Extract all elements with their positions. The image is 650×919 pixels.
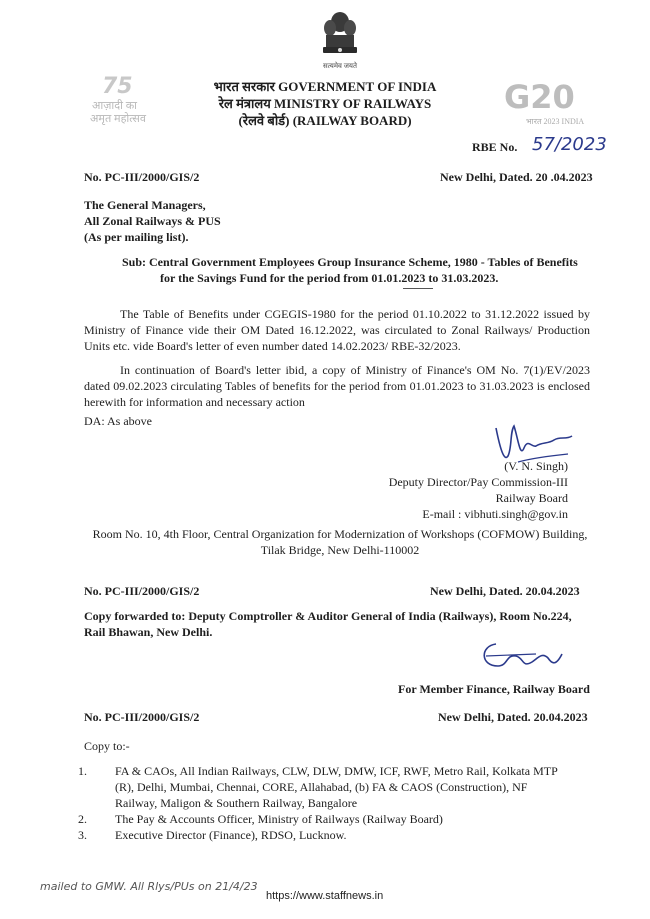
list-item-text: Executive Director (Finance), RDSO, Lucknow.: [115, 828, 347, 842]
azadi-logo-line2: अमृत महोत्सव: [90, 113, 146, 125]
office-address-line2: Tilak Bridge, New Delhi-110002: [260, 543, 420, 557]
list-item: [78, 763, 568, 811]
copy2-file-number: No. PC-III/2000/GIS/2: [84, 710, 200, 724]
list-item-number: 3.: [78, 828, 87, 842]
subject: [122, 254, 592, 286]
g20-logo-sub: भारत 2023 INDIA: [526, 117, 585, 126]
emblem-caption: सत्यमेव जयते: [323, 62, 357, 70]
copy-forwarded-line2: Rail Bhawan, New Delhi.: [84, 625, 213, 639]
copy1-file-number: No. PC-III/2000/GIS/2: [84, 584, 200, 598]
website-link[interactable]: https://www.staffnews.in: [266, 890, 384, 902]
govt-name: GOVERNMENT OF INDIA: [278, 79, 437, 94]
enclosure-note: DA: As above: [84, 414, 152, 428]
signature-member-finance: [476, 636, 576, 676]
azadi-logo-line1: आज़ादी का: [92, 100, 137, 112]
list-item-text: FA & CAOs, All Indian Railways, CLW, DLW, DMW, ICF, RWF, Metro Rail, Kolkata MTP (R), Delhi, Mumbai, Chennai, CORE, Allahabad, (b) FA & CAOS (Construction), NF Railway, Maligon & Southern Railway, Bangalore: [115, 764, 558, 810]
subject-underline: [403, 288, 433, 289]
hindi-board: (रेलवे बोर्ड): [238, 113, 290, 128]
body-paragraph-2: In continuation of Board's letter ibid, a copy of Ministry of Finance's OM No. 7(1)/EV/2023 dated 09.02.2023 circulating Tables of benefits for the period from 01.01.2023 to 31.03.2023 is enclosed herewith for information and necessary action: [84, 363, 590, 409]
list-item-text: The Pay & Accounts Officer, Ministry of Railways (Railway Board): [115, 812, 443, 826]
signatory-name: (V. N. Singh): [504, 459, 568, 473]
copy-forwarded-line1: Copy forwarded to: Deputy Comptroller & Auditor General of India (Railways), Room No.224,: [84, 609, 572, 623]
addressee: [84, 197, 221, 245]
list-item-number: 2.: [78, 812, 87, 826]
handwritten-mailing-note: mailed to GMW. All Rlys/PUs on 21/4/23: [40, 880, 258, 893]
body-paragraph-1: The Table of Benefits under CGEGIS-1980 for the period 01.10.2022 to 31.12.2022 issued by Ministry of Finance vide their OM Dated 16.12.2022, was circulated to Zonal Railways/ Production Units etc. vide Board's letter of even number dated 14.02.2023/ RBE-32/2023.: [84, 307, 590, 353]
g20-logo: [502, 78, 585, 128]
letterhead-board-line: [200, 112, 450, 129]
office-address: [80, 526, 600, 558]
addressee-line2: All Zonal Railways & PUS: [84, 214, 221, 228]
file-number: No. PC-III/2000/GIS/2: [84, 170, 200, 184]
letterhead: [200, 78, 450, 129]
copy1-date: New Delhi, Dated. 20.04.2023: [430, 584, 580, 598]
azadi-logo: [84, 74, 174, 124]
signatory-email: E-mail : vibhuti.singh@gov.in: [422, 507, 568, 521]
letterhead-govt-line: [200, 78, 450, 95]
rbe-label: RBE No.: [472, 140, 518, 154]
list-item: [78, 827, 568, 843]
list-item-number: 1.: [78, 764, 87, 778]
board-name: (RAILWAY BOARD): [292, 113, 412, 128]
letter-date: New Delhi, Dated. 20 .04.2023: [440, 170, 593, 184]
addressee-line3: (As per mailing list).: [84, 230, 189, 244]
national-emblem: [318, 8, 362, 68]
hindi-ministry: रेल मंत्रालय: [218, 96, 271, 111]
azadi-logo-mark: 75: [102, 74, 133, 99]
rbe-number-handwritten: 57/2023: [532, 134, 607, 155]
copy2-date: New Delhi, Dated. 20.04.2023: [438, 710, 588, 724]
office-address-line1: Room No. 10, 4th Floor, Central Organization for Modernization of Workshops (COFMOW) Building,: [92, 527, 588, 541]
letterhead-ministry-line: [200, 95, 450, 112]
signatory-office: Railway Board: [495, 491, 568, 505]
g20-logo-mark: G20: [504, 78, 575, 116]
copy-to-label: Copy to:-: [84, 739, 130, 753]
subject-line2: for the Savings Fund for the period from 01.01.2023 to 31.03.2023.: [160, 271, 499, 285]
copy-to-list: [78, 763, 568, 843]
list-item: [78, 811, 568, 827]
signatory-block: [380, 458, 568, 522]
subject-line1: Sub: Central Government Employees Group Insurance Scheme, 1980 - Tables of Benefits: [122, 255, 578, 269]
hindi-govt: भारत सरकार: [213, 79, 275, 94]
sign-for: For Member Finance, Railway Board: [398, 682, 590, 696]
signatory-designation: Deputy Director/Pay Commission-III: [388, 475, 568, 489]
ministry-name: MINISTRY OF RAILWAYS: [274, 96, 432, 111]
addressee-line1: The General Managers,: [84, 198, 206, 212]
